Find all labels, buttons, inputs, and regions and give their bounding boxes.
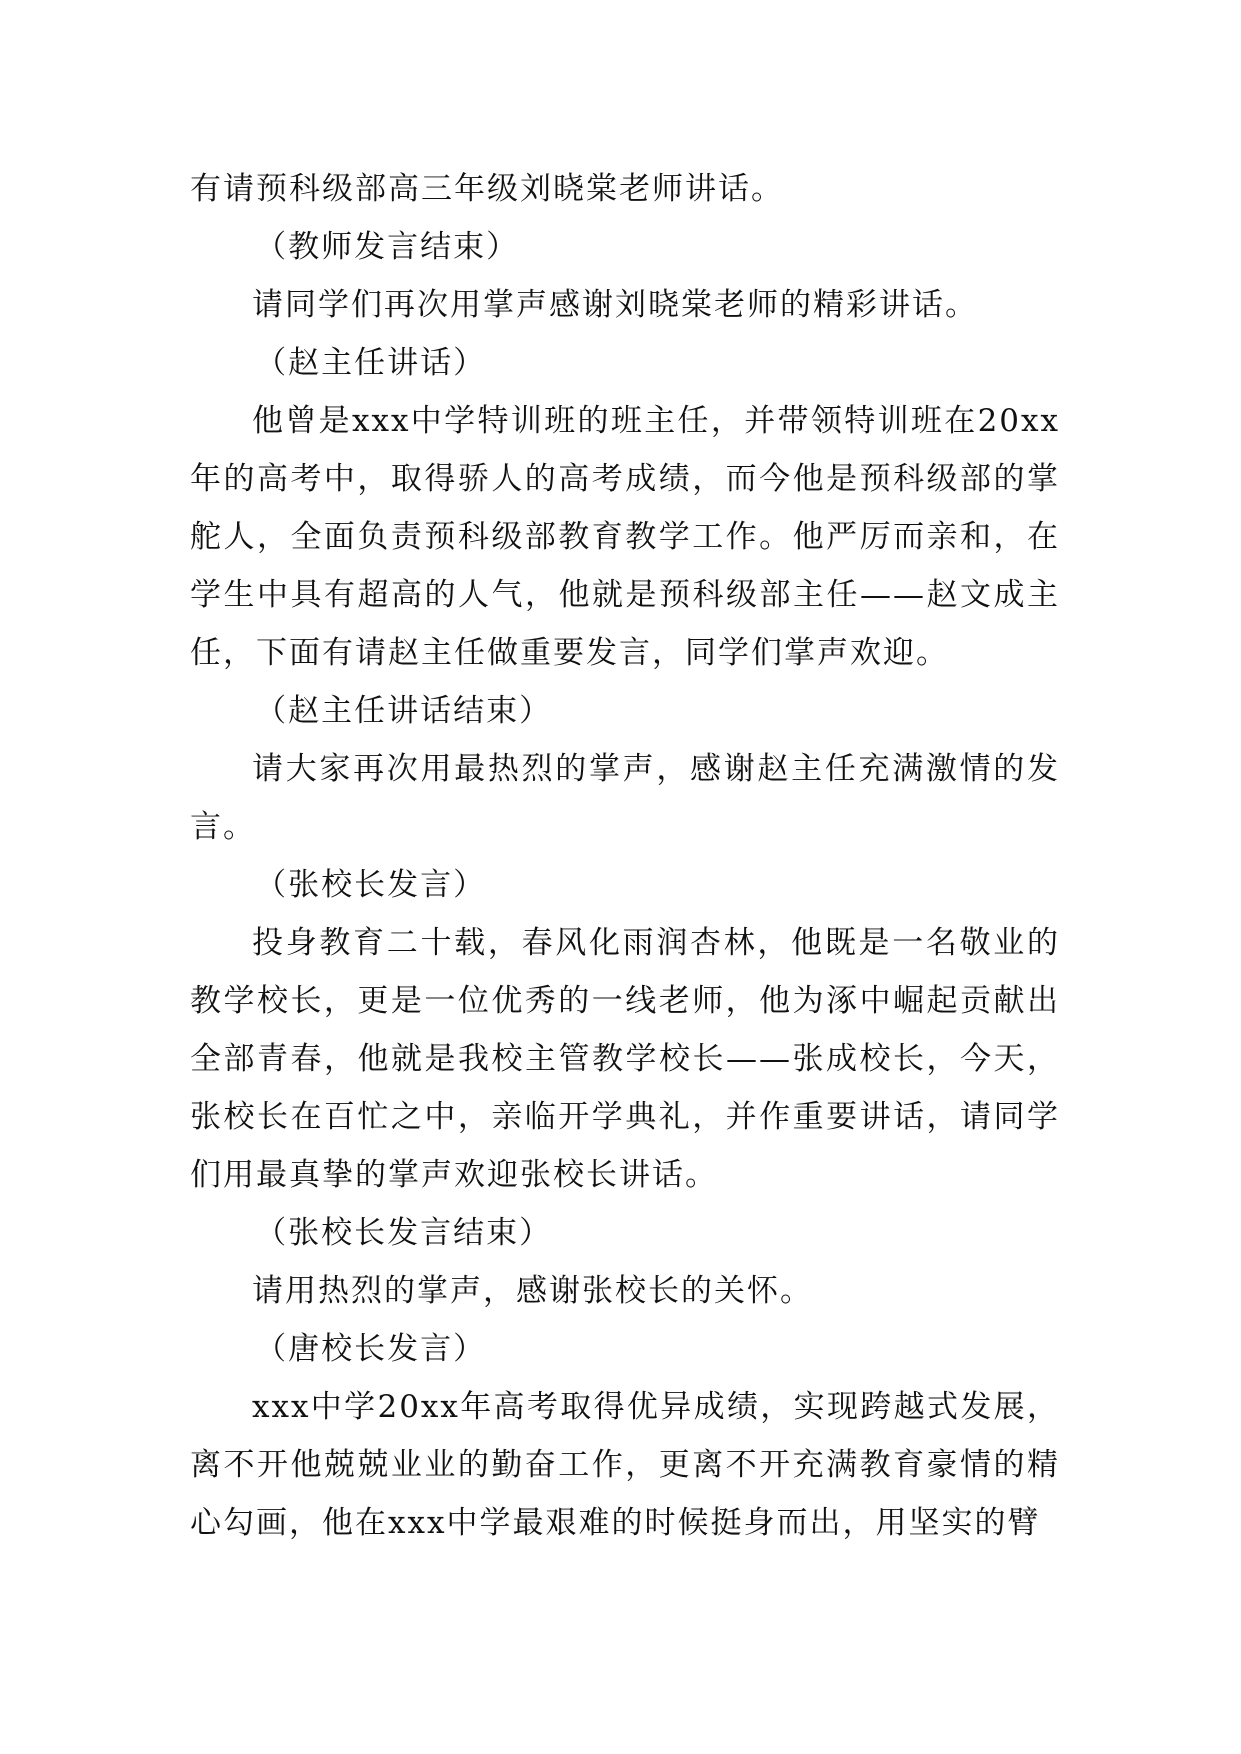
document-body [190, 160, 1060, 1552]
paragraph-1: 有请预科级部高三年级刘晓棠老师讲话。 [190, 171, 784, 207]
stage-note-zhang-end: （张校长发言结束） [255, 1215, 553, 1251]
stage-note-teacher-end: （教师发言结束） [255, 229, 520, 265]
stage-note-zhao-end: （赵主任讲话结束） [255, 693, 553, 729]
stage-note-zhang-speech: （张校长发言） [255, 867, 487, 903]
paragraph-tang-intro: xxx中学20xx年高考取得优异成绩，实现跨越式发展，离不开他兢兢业业的勤奋工作，更离不开充满教育豪情的精心勾画，他在xxx中学最艰难的时候挺身而出，用坚实的臂 [190, 1389, 1060, 1541]
paragraph-zhang-intro: 投身教育二十载，春风化雨润杏林，他既是一名敬业的教学校长，更是一位优秀的一线老师，他为涿中崛起贡献出全部青春，他就是我校主管教学校长——张成校长，今天，张校长在百忙之中，亲临开学典礼，并作重要讲话，请同学们用最真挚的掌声欢迎张校长讲话。 [190, 925, 1060, 1193]
paragraph-zhao-intro: 他曾是xxx中学特训班的班主任，并带领特训班在20xx年的高考中，取得骄人的高考成绩，而今他是预科级部的掌舵人，全面负责预科级部教育教学工作。他严厉而亲和，在学生中具有超高的人气，他就是预科级部主任——赵文成主任，下面有请赵主任做重要发言，同学们掌声欢迎。 [190, 403, 1060, 671]
paragraph-thanks-teacher: 请同学们再次用掌声感谢刘晓棠老师的精彩讲话。 [252, 287, 978, 323]
stage-note-zhao-speech: （赵主任讲话） [255, 345, 487, 381]
stage-note-tang-speech: （唐校长发言） [255, 1331, 487, 1367]
paragraph-thanks-zhang: 请用热烈的掌声，感谢张校长的关怀。 [252, 1273, 813, 1309]
paragraph-thanks-zhao: 请大家再次用最热烈的掌声，感谢赵主任充满激情的发言。 [190, 751, 1060, 845]
